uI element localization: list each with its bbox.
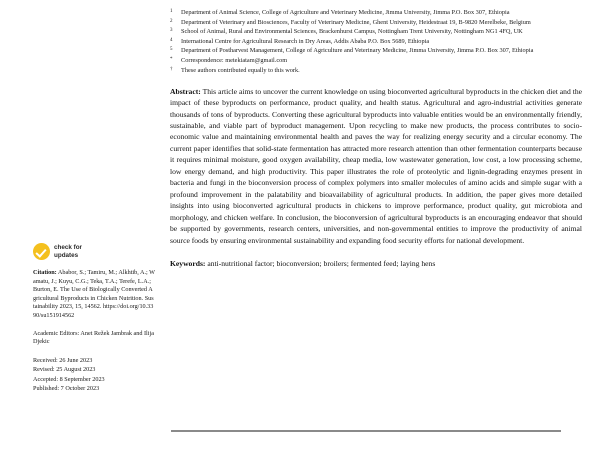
check-circle-icon	[33, 243, 50, 260]
date-revised: Revised: 25 August 2023	[33, 366, 96, 374]
affiliation-text: International Centre for Agricultural Research in Dry Areas, Addis Ababa P.O. Box 5689, Ethiopia	[181, 37, 430, 45]
affiliation-item	[170, 37, 582, 46]
date-accepted: Accepted: 8 September 2023	[33, 375, 105, 383]
affiliation-item	[170, 46, 582, 55]
keywords-section	[170, 258, 582, 269]
abstract-section	[170, 86, 582, 246]
correspondence-item	[170, 56, 582, 65]
affiliation-text: School of Animal, Rural and Environmental Sciences, Brackenhurst Campus, Nottingham Trent University, Nottingham NG1 4FQ, UK	[181, 28, 523, 36]
citation-label: Citation:	[33, 269, 57, 276]
affiliation-text: Department of Postharvest Management, College of Agriculture and Veterinary Medicine, Jimma University, Jimma P.O. Box 307, Ethiopia	[181, 47, 534, 55]
equal-contribution-item	[170, 66, 582, 75]
affiliation-marker: 2	[170, 18, 173, 24]
affiliation-item	[170, 27, 582, 36]
publication-dates	[33, 356, 155, 394]
affiliation-marker: 5	[170, 47, 173, 53]
equal-contribution-text: These authors contributed equally to this work.	[181, 66, 300, 74]
crossmark-label	[54, 244, 82, 259]
correspondence-marker: *	[170, 56, 173, 62]
affiliation-item	[170, 18, 582, 27]
affiliation-item	[170, 8, 582, 17]
crossmark-badge[interactable]	[33, 243, 155, 260]
academic-editors: Academic Editors: Anet Režek Jambrak and Ilija Djekic	[33, 329, 154, 346]
affiliation-text: Department of Veterinary and Biosciences, Faculty of Veterinary Medicine, Ghent University, Heidestraat 19, B-9820 Merelbeke, Belgium	[181, 18, 531, 26]
sidebar	[33, 243, 155, 402]
crossmark-line1: check for	[54, 244, 82, 252]
crossmark-line2: updates	[54, 251, 79, 259]
correspondence-text[interactable]: Correspondence: metekiatam@gmail.com	[181, 56, 288, 64]
main-column	[170, 8, 582, 269]
date-received: Received: 26 June 2023	[33, 356, 93, 364]
affiliation-marker: 1	[170, 9, 173, 14]
citation-block	[33, 269, 155, 321]
abstract-label: Abstract:	[170, 86, 201, 96]
citation-text: Ababor, S.; Tamiru, M.; Alkhtib, A.; Wamatu, J.; Kuyu, C.G.; Teka, T.A.; Terefe, L.A.; Burton, E. The Use of Biologically Converted Agricultural Byproducts in Chicken Nutrition. Sustainability 2023, 15, 14562. https://doi.org/10.3390/su151914562	[33, 269, 155, 319]
dagger-marker: †	[170, 66, 173, 72]
affiliation-marker: 4	[170, 37, 173, 43]
affiliation-text: Department of Animal Science, College of Agriculture and Veterinary Medicine, Jimma University, Jimma P.O. Box 307, Ethiopia	[181, 9, 510, 16]
footer-divider	[171, 430, 561, 432]
affiliation-marker: 3	[170, 28, 173, 34]
keywords-label: Keywords:	[170, 259, 206, 268]
keywords-text: anti-nutritional factor; bioconversion; broilers; fermented feed; laying hens	[205, 259, 436, 268]
abstract-text: This article aims to uncover the current knowledge on using bioconverted agricultural byproducts in the chicken diet and the impact of these byproducts on performance, product quality, and health status. Agricultural and agro-industrial activities generate thousands of tons of byproducts. Converting these agricultural byproducts into valuable entities would be an environmentally friendly, sustainable, and viable part of byproduct management. Upon recycling to make new products, the process contributes to socio-economic value and maintaining environmental health and paves the way for realizing energy security and a circular economy. The current paper identifies that solid-state fermentation has attracted more research attention than other fermentation counterparts because it requires minimal moisture, good oxygen availability, cheap media, low wastewater generation, low cost, a low processing scheme, low energy demand, and high productivity. This paper illustrates the role of proteolytic and lignin-degrading enzymes present in bacteria and fungi in the bioconversion process of complex polymers into smaller molecules of amino acids and simple sugar with a profound improvement in the palatability and bioavailability of agricultural products. In addition, the paper gives more detailed insights into using bioconverted agricultural products in chickens to improve performance, product quality, gut microbiota and morphology, and chicken welfare. In conclusion, the bioconversion of agricultural byproducts is an encouraging endeavor that should be supported by governments, research centers, universities, and non-governmental entities to improve the productivity of animal source foods by ensuring environmental sustainability and expanding food security efforts for national development.	[170, 86, 582, 245]
date-published: Published: 7 October 2023	[33, 384, 100, 392]
affiliations-list	[170, 8, 582, 75]
